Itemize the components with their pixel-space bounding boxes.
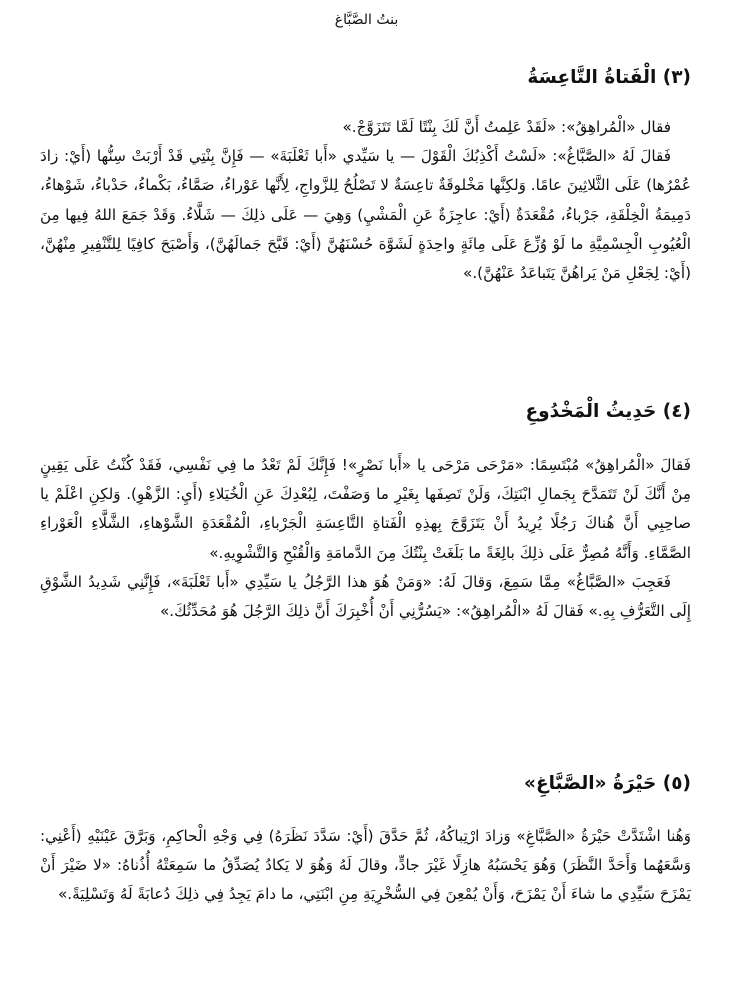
paragraph: فقال «الْمُراهِقُ»: «لَقَدْ عَلِمتُ أَنَّ لَكَ بِنْتًا لَمَّا تَتَزَوَّجْ.» xyxy=(342,118,671,136)
section-title-3: (٣) الْفَتاةُ التَّاعِسَةُ xyxy=(527,67,691,88)
section-4-body xyxy=(40,451,691,626)
paragraph: فَقالَ «الْمُراهِقُ» مُبْتَسِمًا: «مَرْحَى مَرْحَى يا «أَبا نَصْرٍ»! فَإِنَّكَ لَمْ تَعْدُ ما فِي نَفْسِي، فَقَدْ كُنْتُ عَلَى يَقِينٍ مِنْ أَنَّكَ لَنْ تَتَمَدَّحَ بِجَمالِ ابْنَتِكَ، وَلَنْ تَصِفَها بِغَيْرِ ما وَصَفْتَ، لِبُعْدِكَ عَنِ الْخُيَلاءِ (أَيِ: الزَّهْوِ). وَلكِنِ اعْلَمْ يا صاحِبِي أَنَّ هُناكَ رَجُلًا يُرِيدُ أَنْ يَتَزَوَّجَ بِهذِهِ الْفَتاةِ التَّاعِسَةِ الْجَرْباءِ، الْمُقْعَدَةِ الشَّوْهاءِ، الشَّلَّاءِ الْعَوْراءِ الصَّمَّاءِ. وَأَنَّهُ مُصِرٌّ عَلَى ذلِكَ بالِغَةً ما بَلَغَتْ بِنْتُكَ مِنَ الدَّمامَةِ وَالْقُبْحِ وَالتَّشْوِيهِ.» xyxy=(40,456,691,562)
section-5-body xyxy=(40,822,691,910)
paragraph: فَعَجِبَ «الصَّبَّاغُ» مِمَّا سَمِعَ، وَقالَ لَهُ: «وَمَنْ هُوَ هذا الرَّجُلُ يا سَيِّدِي «أَبا ثَعْلَبَةَ»، فَإِنَّنِي شَدِيدُ الشَّوْقِ إِلَى التَّعَرُّفِ بِهِ.» فَقالَ لَهُ «الْمُراهِقُ»: «يَسُرُّنِي أَنْ أُخْبِرَكَ أَنَّ ذلِكَ الرَّجُلَ هُوَ مُحَدِّثُكَ.» xyxy=(40,572,691,621)
section-title-5: (٥) حَيْرَةُ «الصَّبَّاغِ» xyxy=(524,773,691,794)
paragraph: فَقالَ لَهُ «الصَّبَّاغُ»: «لَسْتُ أَكْذِبُكَ الْقَوْلَ — يا سَيِّدي «أَبا ثَعْلَبَةَ» — فَإِنَّ بِنْتِي قَدْ أَرْبَتْ سِنُّها (أَيْ: زادَ عُمْرُها) عَلَى الثَّلاثِينَ عامًا. وَلكِنَّها مَخْلوقَةٌ تاعِسَةٌ لا تَصْلُحُ لِلزَّواجِ، لِأَنَّها عَوْراءُ، صَمَّاءُ، بَكْماءُ، حَدْباءُ، شَوْهاءُ، دَمِيمَةُ الْخِلْقَةِ، جَرْباءُ، مُقْعَدَةٌ (أَيْ: عاجِزَةٌ عَنِ الْمَشْيِ) وَهِيَ — عَلَى ذلِكَ — شَلَّاءُ. وَقَدْ جَمَعَ اللهُ فِيها مِنَ الْعُيُوبِ الْجِسْمِيَّةِ ما لَوْ وُزِّعَ عَلَى مِائَةٍ واحِدَةٍ لَشَوَّهَ حُسْنَهُنَّ (أَيْ: قَبَّحَ جَمالَهُنَّ)، وَأَصْبَحَ كافِيًا لِلتَّنْفِيرِ مِنْهُنَّ، (أَيْ: لِجَعْلِ مَنْ يَراهُنَّ يَتَباعَدُ عَنْهُنَّ).» xyxy=(40,147,691,283)
section-3-body xyxy=(40,113,691,288)
running-header: بنتُ الصَّبَّاغ xyxy=(334,12,399,28)
section-title-4: (٤) حَدِيثُ الْمَخْدُوعِ xyxy=(525,401,691,422)
paragraph: وَهُنا اشْتَدَّتْ حَيْرَةُ «الصَّبَّاغِ» وَزادَ ارْتِباكُهُ، ثُمَّ حَدَّقَ (أَيْ: سَدَّدَ نَظَرَهُ) فِي وَجْهِ الْحاكِمِ، وَبَرَّقَ عَيْنَيْهِ (أَعْنِي: وَسَّعَهُما وَأَحَدَّ النَّظَرَ) وَهُوَ يَحْسَبُهُ هازِلًا غَيْرَ جادٍّ، وقالَ لَهُ وَهُوَ لا يَكادُ يُصَدِّقُ ما سَمِعَتْهُ أُذُناهُ: «لا ضَيْرَ أَنْ يَمْزَحَ سَيِّدِي ما شاءَ أَنْ يَمْزَحَ، وَأَنْ يُمْعِنَ فِي السُّخْرِيَةِ مِنِ ابْنَتِي، ما دامَ يَجِدُ فِي ذلِكَ دُعابَةً لَهُ وَتَسْلِيَةً.» xyxy=(40,827,691,904)
